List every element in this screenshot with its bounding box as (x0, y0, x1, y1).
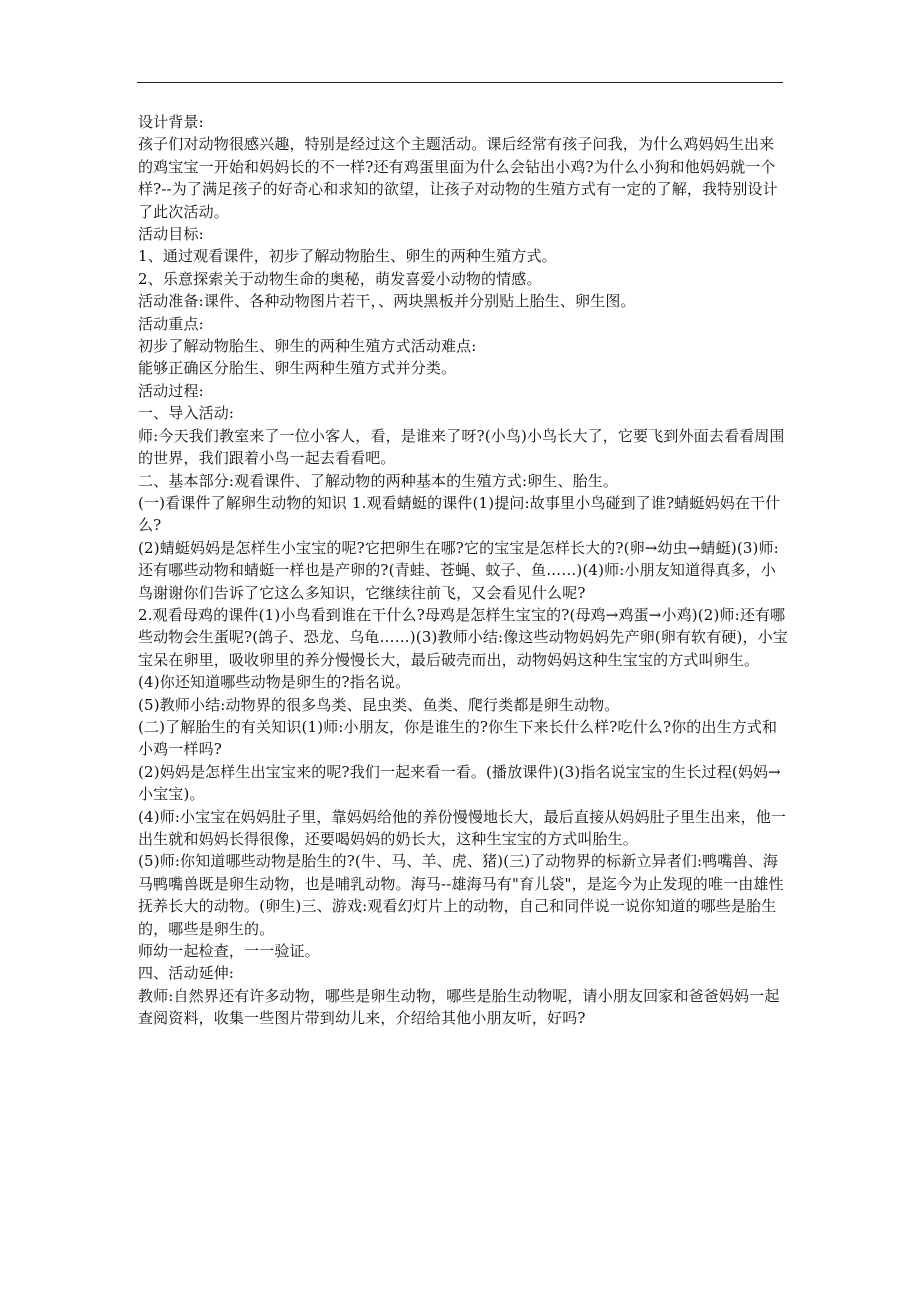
step-heading-extension: 四、活动延伸: (138, 964, 235, 983)
header-rule (137, 82, 783, 83)
special-animals-paragraph: (5)师:你知道哪些动物是胎生的?(牛、马、羊、虎、猪)(三)了动物界的标新立异者们:鸭嘴兽、海马鸭嘴兽既是卵生动物，也是哺乳动物。海马--雄海马有"育儿袋"，是迄今为止发现的唯一由雄性抚养长大的动物。(卵生)三、游戏:观看幻灯片上的动物，自己和同伴说一说你知道的哪些是胎生的，哪些是卵生的。 (138, 852, 784, 938)
oviparous-intro-paragraph: (一)看课件了解卵生动物的知识 1.观看蜻蜓的课件(1)提问:故事里小鸟碰到了谁?蜻蜓妈妈在干什么? (138, 493, 781, 535)
intro-paragraph: 师:今天我们教室来了一位小客人，看，是谁来了呀?(小鸟)小鸟长大了，它要飞到外面去看看周围的世界，我们跟着小鸟一起去看看吧。 (138, 426, 785, 468)
viviparous-summary-paragraph: (4)师:小宝宝在妈妈肚子里，靠妈妈给他的养份慢慢地长大，最后直接从妈妈肚子里生出来，他一出生就和妈妈长得很像，还要喝妈妈的奶长大，这种生宝宝的方式叫胎生。 (138, 807, 787, 848)
viviparous-intro-paragraph: (二)了解胎生的有关知识(1)师:小朋友，你是谁生的?你生下来长什么样?吃什么?你的出生方式和小鸡一样吗? (138, 717, 778, 759)
check-paragraph: 师幼一起检查，一一验证。 (138, 942, 320, 961)
goal-item-2: 2、乐意探索关于动物生命的奥秘，萌发喜爱小动物的情感。 (138, 269, 542, 288)
hen-paragraph: 2.观看母鸡的课件(1)小鸟看到谁在干什么?母鸡是怎样生宝宝的?(母鸡→鸡蛋→小鸡)(2)师:还有哪些动物会生蛋呢?(鸽子、恐龙、乌龟……)(3)教师小结:像这些动物妈妈先产卵(卵有软有硬)，小宝宝呆在卵里，吸收卵里的养分慢慢长大，最后破壳而出，动物妈妈这种生宝宝的方式叫卵生。 (138, 605, 788, 669)
extension-paragraph: 教师:自然界还有许多动物，哪些是卵生动物，哪些是胎生动物呢，请小朋友回家和爸爸妈妈一起查阅资料，收集一些图片带到幼儿来，介绍给其他小朋友听，好吗? (138, 986, 780, 1028)
difficulty-paragraph: 能够正确区分胎生、卵生两种生殖方式并分类。 (138, 359, 457, 378)
section-heading-goals: 活动目标: (138, 225, 204, 244)
step-heading-intro: 一、导入活动: (138, 404, 235, 423)
document-body (138, 111, 788, 1030)
goal-item-1: 1、通过观看课件，初步了解动物胎生、卵生的两种生殖方式。 (138, 247, 557, 266)
section-heading-background: 设计背景: (138, 113, 204, 131)
dragonfly-paragraph: (2)蜻蜓妈妈是怎样生小宝宝的呢?它把卵生在哪?它的宝宝是怎样长大的?(卵→幼虫→蜻蜓)(3)师:还有哪些动物和蜻蜓一样也是产卵的?(青蛙、苍蝇、蚊子、鱼……)(4)师:小朋友知道得真多，小鸟谢谢你们告诉了它这么多知识，它继续往前飞，又会看见什么呢? (138, 538, 779, 602)
viviparous-video-paragraph: (2)妈妈是怎样生出宝宝来的呢?我们一起来看一看。(播放课件)(3)指名说宝宝的生长过程(妈妈→小宝宝)。 (138, 762, 781, 804)
key-points-paragraph: 初步了解动物胎生、卵生的两种生殖方式活动难点: (138, 337, 477, 356)
step-heading-main: 二、基本部分:观看课件、了解动物的两种基本的生殖方式:卵生、胎生。 (138, 471, 619, 490)
section-heading-process: 活动过程: (138, 381, 204, 400)
section-heading-key-points: 活动重点: (138, 314, 204, 333)
background-paragraph: 孩子们对动物很感兴趣，特别是经过这个主题活动。课后经常有孩子问我，为什么鸡妈妈生出来的鸡宝宝一开始和妈妈长的不一样?还有鸡蛋里面为什么会钻出小鸡?为什么小狗和他妈妈就一个样?--为了满足孩子的好奇心和求知的欲望，让孩子对动物的生殖方式有一定的了解，我特别设计了此次活动。 (138, 135, 778, 221)
oviparous-question-paragraph: (4)你还知道哪些动物是卵生的?指名说。 (138, 673, 411, 692)
preparation-paragraph: 活动准备:课件、各种动物图片若干，、两块黑板并分别贴上胎生、卵生图。 (138, 292, 636, 311)
oviparous-summary-paragraph: (5)教师小结:动物界的很多鸟类、昆虫类、鱼类、爬行类都是卵生动物。 (138, 695, 620, 714)
